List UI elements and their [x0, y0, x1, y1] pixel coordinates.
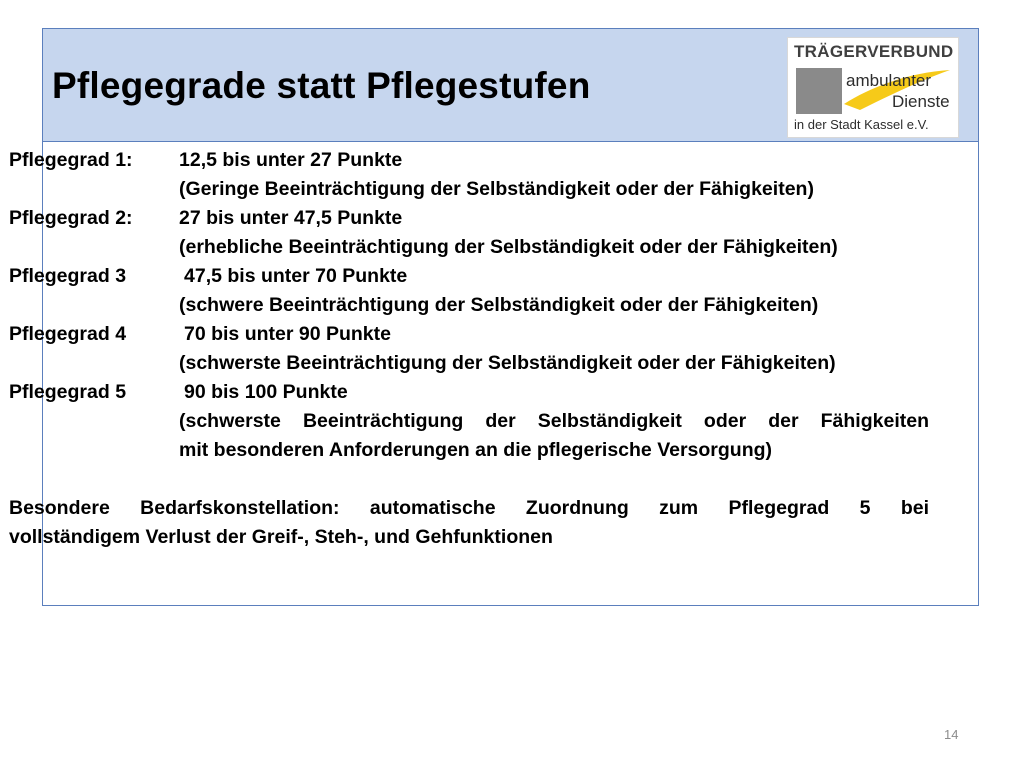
grade-label: Pflegegrad 1:: [9, 149, 133, 171]
grade-item-2: [9, 204, 929, 262]
grade-range: 90 bis 100 Punkte: [184, 381, 348, 403]
grade-label: Pflegegrad 4: [9, 323, 127, 345]
grade-range: 27 bis unter 47,5 Punkte: [179, 207, 403, 229]
logo-text-location: in der Stadt Kassel e.V.: [794, 117, 929, 132]
grade-item-3: [9, 262, 929, 320]
grade-range: 70 bis unter 90 Punkte: [184, 323, 391, 345]
grade-item-4: [9, 320, 929, 378]
grade-description: (schwerste Beeinträchtigung der Selbständigkeit oder der Fähigkeiten): [179, 352, 836, 374]
grade-label: Pflegegrad 5: [9, 381, 127, 403]
grade-description-line2: mit besonderen Anforderungen an die pflegerische Versorgung): [179, 439, 773, 461]
grade-description: (erhebliche Beeinträchtigung der Selbständigkeit oder der Fähigkeiten): [179, 236, 838, 258]
logo-text-ambulanter: ambulanter: [846, 71, 932, 90]
organization-logo: [787, 37, 959, 138]
grade-description: (Geringe Beeinträchtigung der Selbständigkeit oder der Fähigkeiten): [179, 178, 814, 200]
grade-description-line1: (schwerste Beeinträchtigung der Selbständigkeit oder der Fähigkeiten: [179, 410, 929, 432]
logo-text-dienste: Dienste: [892, 92, 950, 111]
page-number: 14: [944, 727, 959, 742]
grade-description: (schwere Beeinträchtigung der Selbständigkeit oder der Fähigkeiten): [179, 294, 819, 316]
slide-body: [9, 146, 929, 552]
note-line2: vollständigem Verlust der Greif-, Steh-, und Gehfunktionen: [9, 526, 553, 548]
grade-label: Pflegegrad 2:: [9, 207, 133, 229]
grade-range: 12,5 bis unter 27 Punkte: [179, 149, 403, 171]
slide-title: Pflegegrade statt Pflegestufen: [52, 65, 591, 106]
grade-label: Pflegegrad 3: [9, 265, 127, 287]
logo-text-top: TRÄGERVERBUND: [794, 42, 954, 61]
grade-item-5: [9, 378, 929, 465]
note-line1: Besondere Bedarfskonstellation: automatische Zuordnung zum Pflegegrad 5 bei: [9, 497, 929, 519]
title-header: [43, 29, 978, 142]
logo-gray-square: [796, 68, 842, 114]
grade-range: 47,5 bis unter 70 Punkte: [184, 265, 408, 287]
special-case-note: [9, 494, 929, 552]
grade-item-1: [9, 146, 929, 204]
